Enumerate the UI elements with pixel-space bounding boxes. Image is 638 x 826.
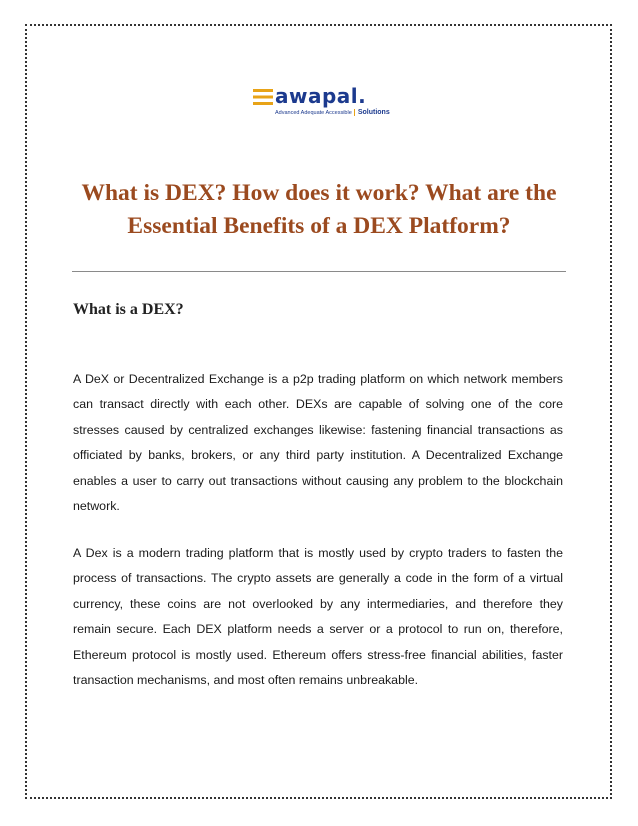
logo-bars-icon — [253, 89, 273, 105]
body-paragraph: A Dex is a modern trading platform that is mostly used by crypto traders to fasten the process of transactions. The crypto assets are generally a code in the form of a virtual currency, these coins are not overlooked by any intermediaries, and therefore they remain secure. Each DEX platform needs a server or a protocol to run on, therefore, Ethereum protocol is mostly used. Ethereum offers stress-free financial abilities, faster transaction mechanisms, and most often remains unbreakable. — [73, 546, 563, 688]
logo-tagline — [275, 109, 390, 117]
document-title: What is DEX? How does it work? What are the Essential Benefits of a DEX Platform? — [81, 180, 557, 239]
company-logo — [253, 85, 398, 123]
body-paragraph: A DeX or Decentralized Exchange is a p2p trading platform on which network members can transact directly with each other. DEXs are capable of solving one of the core stresses caused by centralized exchanges likewise: fastening financial transactions as officiated by banks, brokers, or any third party institution. A Decentralized Exchange enables a user to carry out transactions without causing any problem to the blockchain network. — [73, 372, 563, 514]
logo-tagline-separator — [354, 109, 355, 116]
title-divider — [72, 271, 566, 272]
logo-tagline-solutions: Solutions — [357, 109, 390, 116]
logo-tagline-text: Advanced Adequate Accessible — [275, 110, 352, 116]
section-heading: What is a DEX? — [73, 301, 184, 318]
logo-wordmark: awapal. — [275, 84, 367, 108]
